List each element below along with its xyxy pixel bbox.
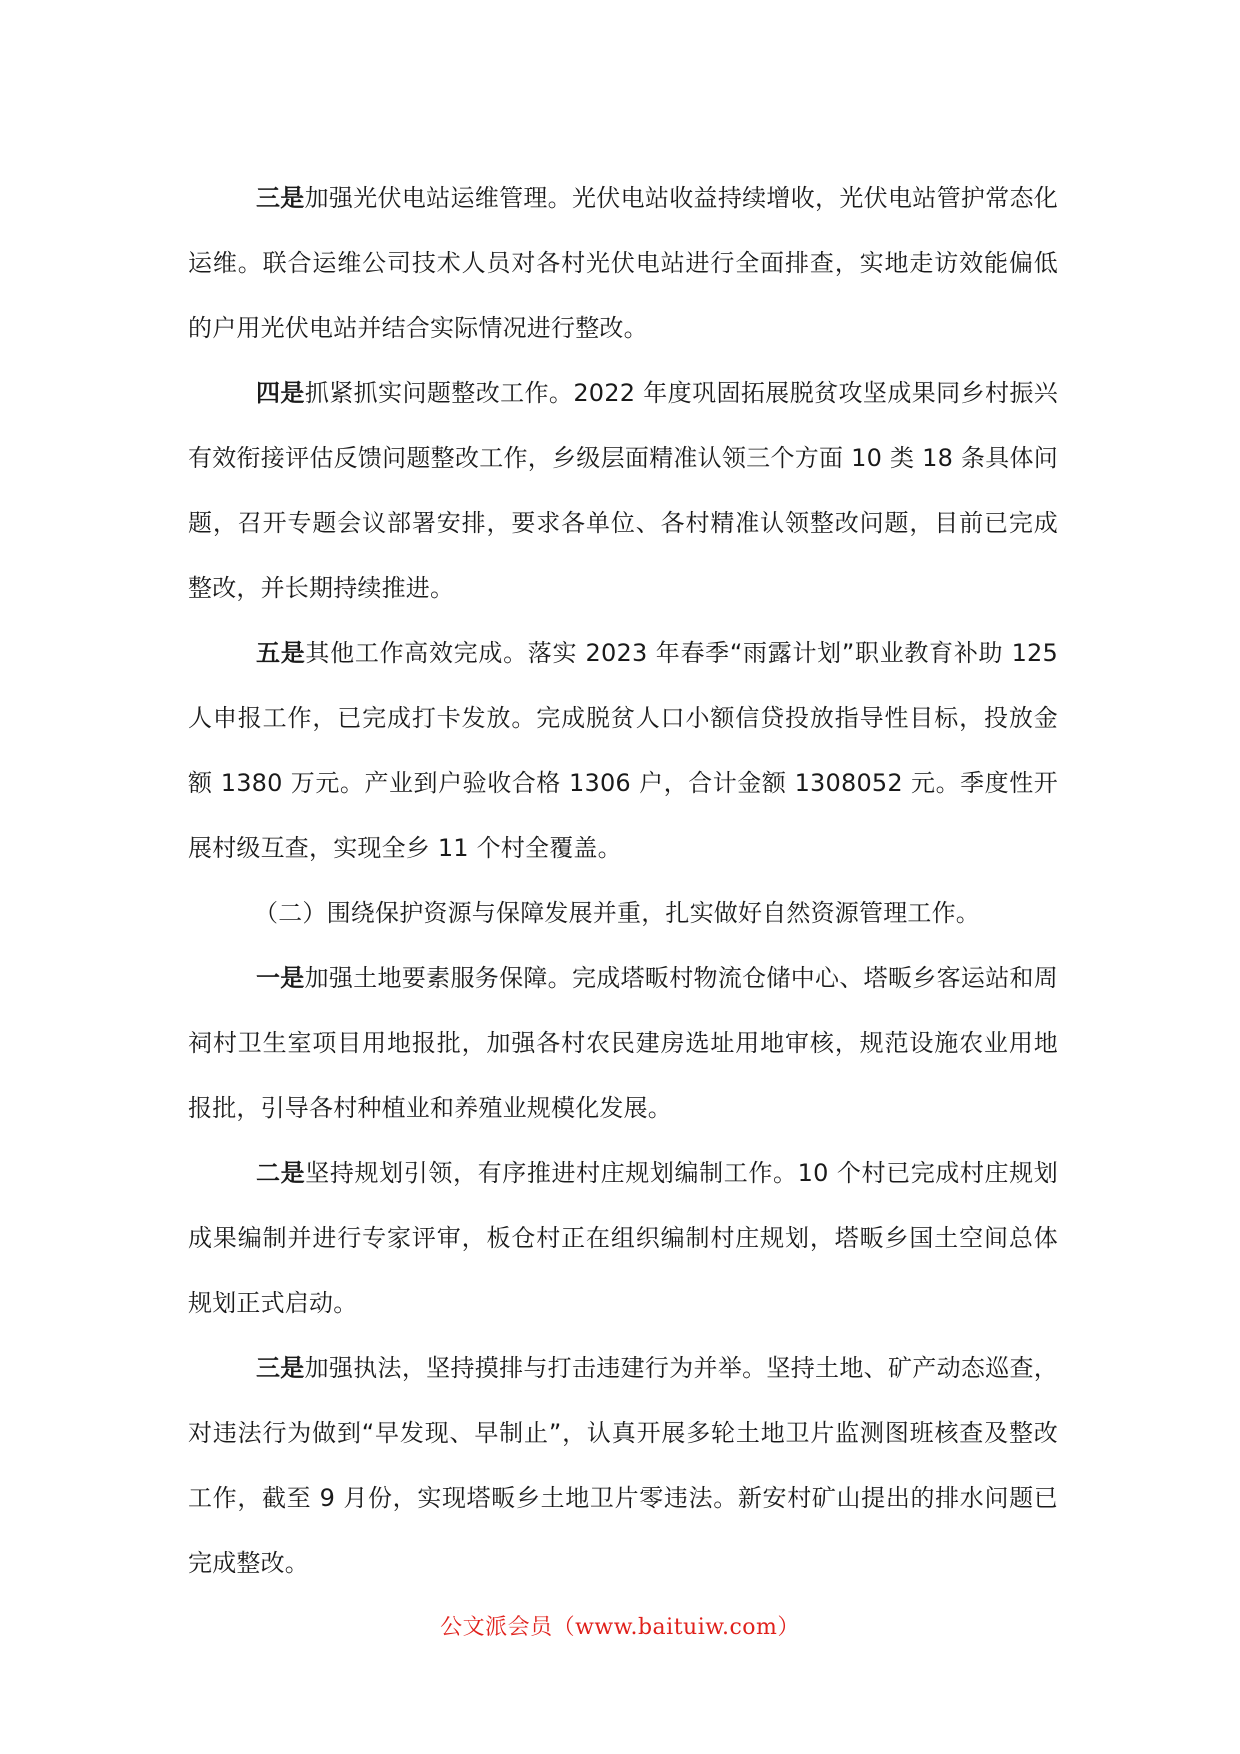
paragraph-other-work [188,621,1058,881]
paragraph-text: 其他工作高效完成。落实 2023 年春季“雨露计划”职业教育补助 125 人申报工作，已完成打卡发放。完成脱贫人口小额信贷投放指导性目标，投放金额 1380 万元。产业到户验收合格 1306 户，合计金额 1308052 元。季度性开展村级互查，实现全乡 11 个村全覆盖。 [188,639,1058,862]
paragraph-lead: 三是 [256,1354,305,1382]
watermark-footer [0,1610,1240,1641]
paragraph-text: 抓紧抓实问题整改工作。2022 年度巩固拓展脱贫攻坚成果同乡村振兴有效衔接评估反馈问题整改工作，乡级层面精准认领三个方面 10 类 18 条具体问题，召开专题会议部署安排，要求各单位、各村精准认领整改问题，目前已完成整改，并长期持续推进。 [188,379,1058,602]
section-heading-text: （二）围绕保护资源与保障发展并重，扎实做好自然资源管理工作。 [254,899,980,927]
footer-url: www.baituiw.com [575,1615,778,1640]
document-body [188,166,1058,1596]
paragraph-text: 加强光伏电站运维管理。光伏电站收益持续增收，光伏电站管护常态化运维。联合运维公司技术人员对各村光伏电站进行全面排查，实地走访效能偏低的户用光伏电站并结合实际情况进行整改。 [188,184,1059,342]
paragraph-rectification [188,361,1058,621]
paragraph-lead: 二是 [256,1159,306,1187]
footer-brand: 公文派会员 [440,1615,553,1640]
paragraph-lead: 四是 [256,379,305,407]
paragraph-text: 加强土地要素服务保障。完成塔畈村物流仓储中心、塔畈乡客运站和周祠村卫生室项目用地报批，加强各村农民建房选址用地审核，规范设施农业用地报批，引导各村种植业和养殖业规模化发展。 [188,964,1059,1122]
section-heading [188,881,1058,946]
paragraph-text: 加强执法，坚持摸排与打击违建行为并举。坚持土地、矿产动态巡查，对违法行为做到“早发现、早制止”，认真开展多轮土地卫片监测图班核查及整改工作，截至 9 月份，实现塔畈乡土地卫片零违法。新安村矿山提出的排水问题已完成整改。 [188,1354,1059,1577]
paragraph-planning [188,1141,1058,1336]
paragraph-land-service [188,946,1058,1141]
paragraph-law-enforcement [188,1336,1058,1596]
footer-open-paren: （ [552,1615,576,1640]
paragraph-solar-maintenance [188,166,1058,361]
footer-close-paren: ） [777,1615,800,1640]
paragraph-lead: 一是 [256,964,305,992]
paragraph-lead: 五是 [256,639,306,667]
paragraph-text: 坚持规划引领，有序推进村庄规划编制工作。10 个村已完成村庄规划成果编制并进行专家评审，板仓村正在组织编制村庄规划，塔畈乡国土空间总体规划正式启动。 [188,1159,1058,1317]
paragraph-lead: 三是 [256,184,305,212]
